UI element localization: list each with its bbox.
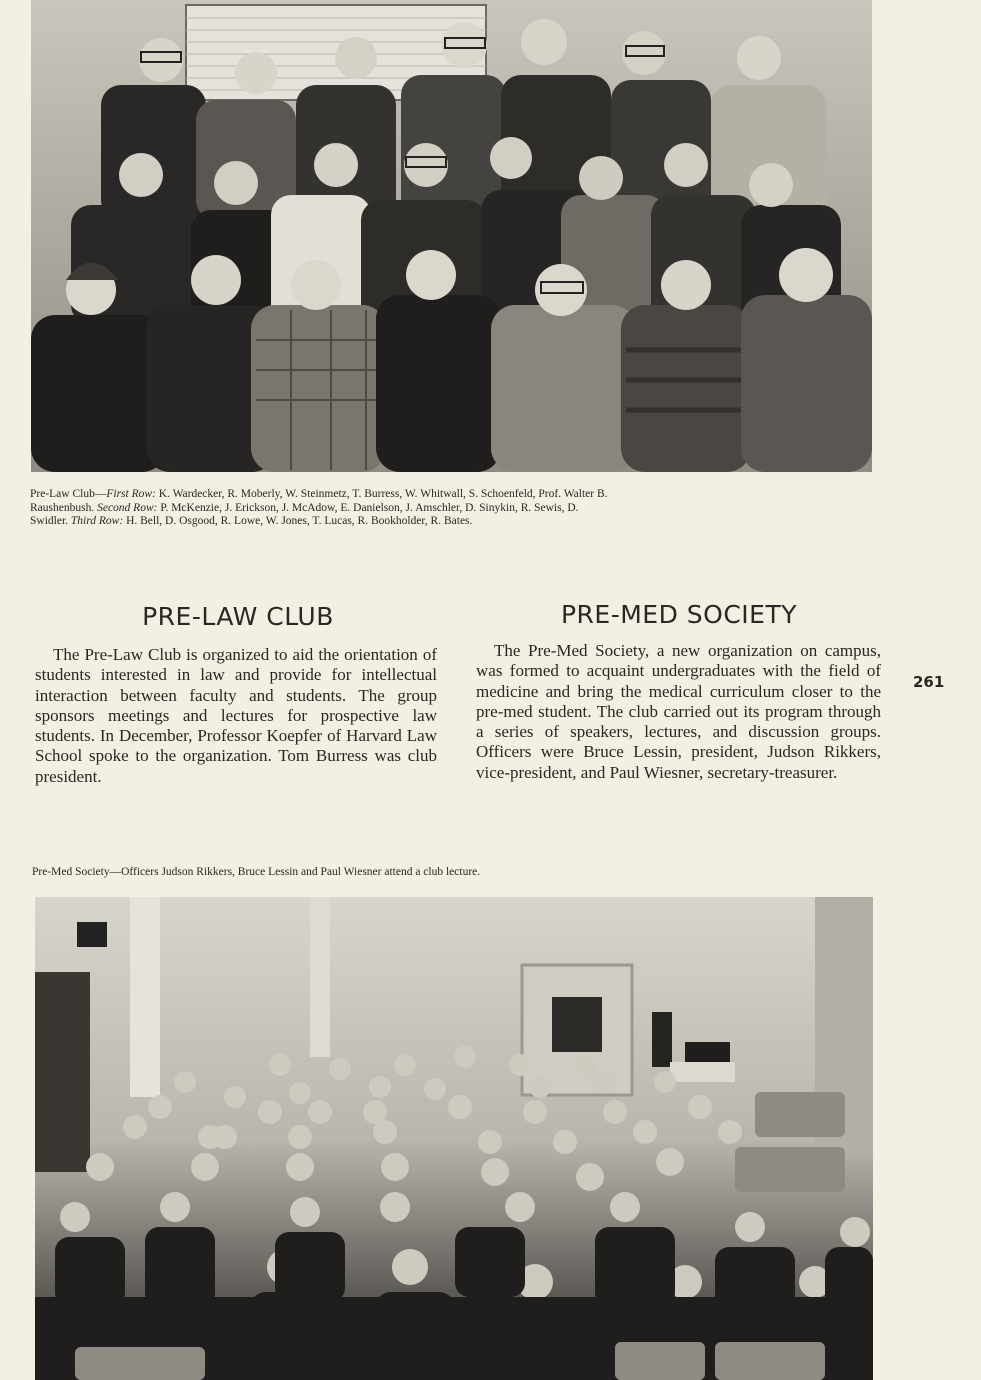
prelaw-caption-row3-label: Third Row: [70,515,124,527]
prelaw-caption-row2-label: Second Row: [97,501,158,514]
prelaw-photo-caption [30,488,610,529]
premed-photo-drawing [35,897,873,1380]
prelaw-photo-drawing [31,0,872,472]
prelaw-heading: PRE-LAW CLUB [142,602,334,631]
prelaw-caption-row3: H. Bell, D. Osgood, R. Lowe, W. Jones, T. Lucas, R. Bookholder, R. Bates. [123,515,473,527]
prelaw-body-text: The Pre-Law Club is organized to aid the orientation of students interested in law and provide for intellectual interaction between faculty and students. The group sponsors meetings and lectures for prospective law students. In December, Professor Koepfer of Harvard Law School spoke to the organization. Tom Burress was club president. [35,645,437,786]
prelaw-caption-row2: P. McKenzie, J. Erickson, J. McAdow, E. Danielson, J. Amschler, D. Sinykin, R. Sewis, D. Swidler. [30,501,579,527]
prelaw-caption-lead: Pre-Law Club— [30,488,107,500]
premed-lecture-photo [35,897,873,1380]
premed-body-text: The Pre-Med Society, a new organization on campus, was formed to acquaint undergraduates with the field of medicine and bring the medical curriculum closer to the pre-med student. The club carried out its program through a series of speakers, lectures, and discussion groups. Officers were Bruce Lessin, president, Judson Rikkers, vice-president, and Paul Wiesner, secretary-treasurer. [476,641,881,782]
prelaw-caption-row1-label: First Row: [106,488,156,500]
prelaw-caption-row1: K. Wardecker, R. Moberly, W. Steinmetz, T. Burress, W. Whitwall, S. Schoenfeld, Prof. Walter B. Raushenbush. [30,488,608,514]
prelaw-group-photo [31,0,872,472]
premed-photo-caption: Pre-Med Society—Officers Judson Rikkers, Bruce Lessin and Paul Wiesner attend a club lecture. [32,866,481,878]
page-number: 261 [913,673,945,691]
premed-heading: PRE-MED SOCIETY [560,600,798,629]
